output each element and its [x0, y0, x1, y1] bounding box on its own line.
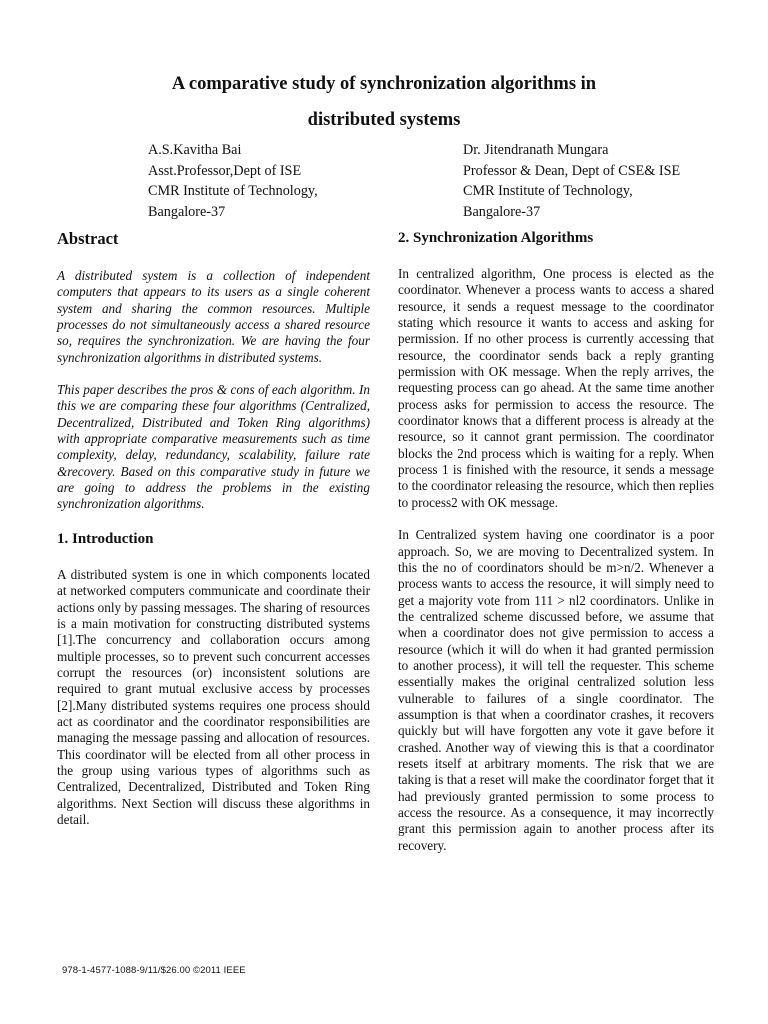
author-position: Professor & Dean, Dept of CSE& ISE — [463, 162, 681, 179]
right-column — [398, 228, 714, 854]
abstract-paragraph-2: This paper describes the pros & cons of each algorithm. In this we are comparing these four algorithms (Centralized, Decentralized, Distributed and Token Ring algorithms) with appropriate comparative measurements such as time complexity, delay, redundancy, scalability, failure rate &recovery. Based on this comparative study in future we are going to address the problems in the existing synchronization algorithms. — [57, 382, 370, 512]
author-block-1 — [148, 140, 318, 222]
author-block-2 — [463, 140, 680, 222]
left-column — [57, 228, 370, 828]
author-name: Dr. Jitendranath Mungara — [463, 142, 609, 158]
abstract-heading: Abstract — [57, 229, 119, 248]
author-institute: CMR Institute of Technology, — [463, 183, 633, 199]
paper-title-line-2: distributed systems — [307, 110, 461, 130]
sync-algorithms-paragraph-1: In centralized algorithm, One process is elected as the coordinator. Whenever a process wants to access a shared resource, it sends a request message to the coordinator stating which resource it wants to access and asking for permission. If no other process is currently accessing that resource, the coordinator sends back a reply granting permission with OK message. When the reply arrives, the requesting process can go ahead. At the same time another process asks for permission to access the resource. The coordinator knows that a different process is already at the resource, so it cannot grant permission. The coordinator blocks the 2nd process which is waiting for a reply. When process 1 is finished with the resource, it sends a message to the coordinator releasing the resource, which then replies to process2 with OK message. — [398, 266, 714, 510]
author-position: Asst.Professor,Dept of ISE — [148, 162, 302, 179]
author-institute: CMR Institute of Technology, — [148, 183, 318, 199]
author-city: Bangalore-37 — [148, 203, 226, 220]
sync-algorithms-heading: 2. Synchronization Algorithms — [398, 230, 594, 246]
author-city: Bangalore-37 — [463, 203, 541, 220]
author-name: A.S.Kavitha Bai — [148, 142, 242, 158]
introduction-heading: 1. Introduction — [57, 530, 154, 547]
sync-algorithms-paragraph-2: In Centralized system having one coordinator is a poor approach. So, we are moving to Decentralized system. In this the no of coordinators should be m>n/2. Whenever a process wants to access the resource, it will simply need to get a majority vote from 111 > nl2 coordinators. Unlike in the centralized scheme discussed before, we assume that when a coordinator does not give permission to access a resource (which it will do when it had granted permission to another process), it will tell the requester. This scheme essentially makes the original centralized solution less vulnerable to failures of a single coordinator. The assumption is that when a coordinator crashes, it recovers quickly but will have forgotten any vote it gave before it crashed. Another way of viewing this is that a coordinator resets itself at arbitrary moments. The risk that we are taking is that a reset will make the coordinator forget that it had previously granted permission to some process to access the resource. As a consequence, it may incorrectly grant this permission again to another process after its recovery. — [398, 527, 714, 853]
copyright-footer: 978-1-4577-1088-9/11/$26.00 ©2011 IEEE — [62, 965, 246, 976]
introduction-paragraph: A distributed system is one in which components located at networked computers communicate and coordinate their actions only by passing messages. The sharing of resources is a main motivation for constructing distributed systems [1].The concurrency and collaboration occurs among multiple processes, so to prevent such concurrent accesses corrupt the resources (or) inconsistent solutions are required to grant mutual exclusive access by processes [2].Many distributed systems requires one process should act as coordinator and the coordinator responsibilities are managing the message passing and allocation of resources. This coordinator will be elected from all other process in the group using various types of algorithms such as Centralized, Decentralized, Distributed and Token Ring algorithms. Next Section will discuss these algorithms in detail. — [57, 566, 370, 827]
paper-title — [0, 66, 768, 138]
paper-title-line-1: A comparative study of synchronization algorithms in — [171, 74, 597, 94]
abstract-paragraph-1: A distributed system is a collection of independent computers that appears to its users as a single coherent system and sharing the common resources. Multiple processes do not simultaneously access a shared resource so, requires the synchronization. We are having the four synchronization algorithms in distributed systems. — [57, 268, 370, 365]
